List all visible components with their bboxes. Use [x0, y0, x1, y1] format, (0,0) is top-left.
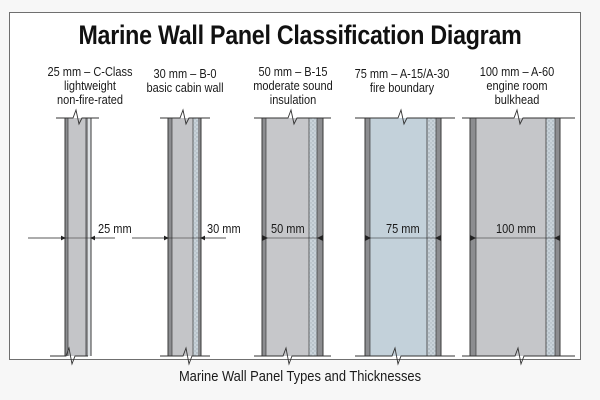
panel-desc: lightweight [63, 79, 116, 93]
panel-desc: engine room [486, 79, 548, 93]
panel-desc: insulation [269, 93, 317, 107]
dimension-label-30mm: 30 mm [207, 222, 241, 236]
panel-desc: bulkhead [494, 93, 540, 107]
panel-heading: 50 mm – B-15 [258, 65, 328, 79]
panel-desc: non-fire-rated [56, 93, 124, 107]
panel-heading: 25 mm – C-Class [47, 65, 133, 79]
diagram-caption: Marine Wall Panel Types and Thicknesses [178, 368, 422, 385]
wall-panel-75mm [355, 110, 455, 364]
dimension-label-25mm: 25 mm [98, 222, 132, 236]
panel-desc: moderate sound [253, 79, 333, 93]
wall-panel-25mm [28, 110, 115, 364]
wall-panel-30mm [132, 110, 226, 364]
panel-desc: fire boundary [369, 81, 435, 95]
dimension-label-75mm: 75 mm [386, 222, 420, 236]
panel-heading: 30 mm – B-0 [153, 67, 217, 81]
dimension-label-100mm: 100 mm [496, 222, 536, 236]
panel-heading: 100 mm – A-60 [479, 65, 555, 79]
diagram-title: Marine Wall Panel Classification Diagram [78, 20, 522, 50]
dimension-label-50mm: 50 mm [271, 222, 305, 236]
wall-panel-100mm [462, 110, 575, 364]
wall-panel-50mm [254, 110, 331, 364]
panel-heading: 75 mm – A-15/A-30 [354, 67, 450, 81]
panel-desc: basic cabin wall [146, 81, 224, 95]
